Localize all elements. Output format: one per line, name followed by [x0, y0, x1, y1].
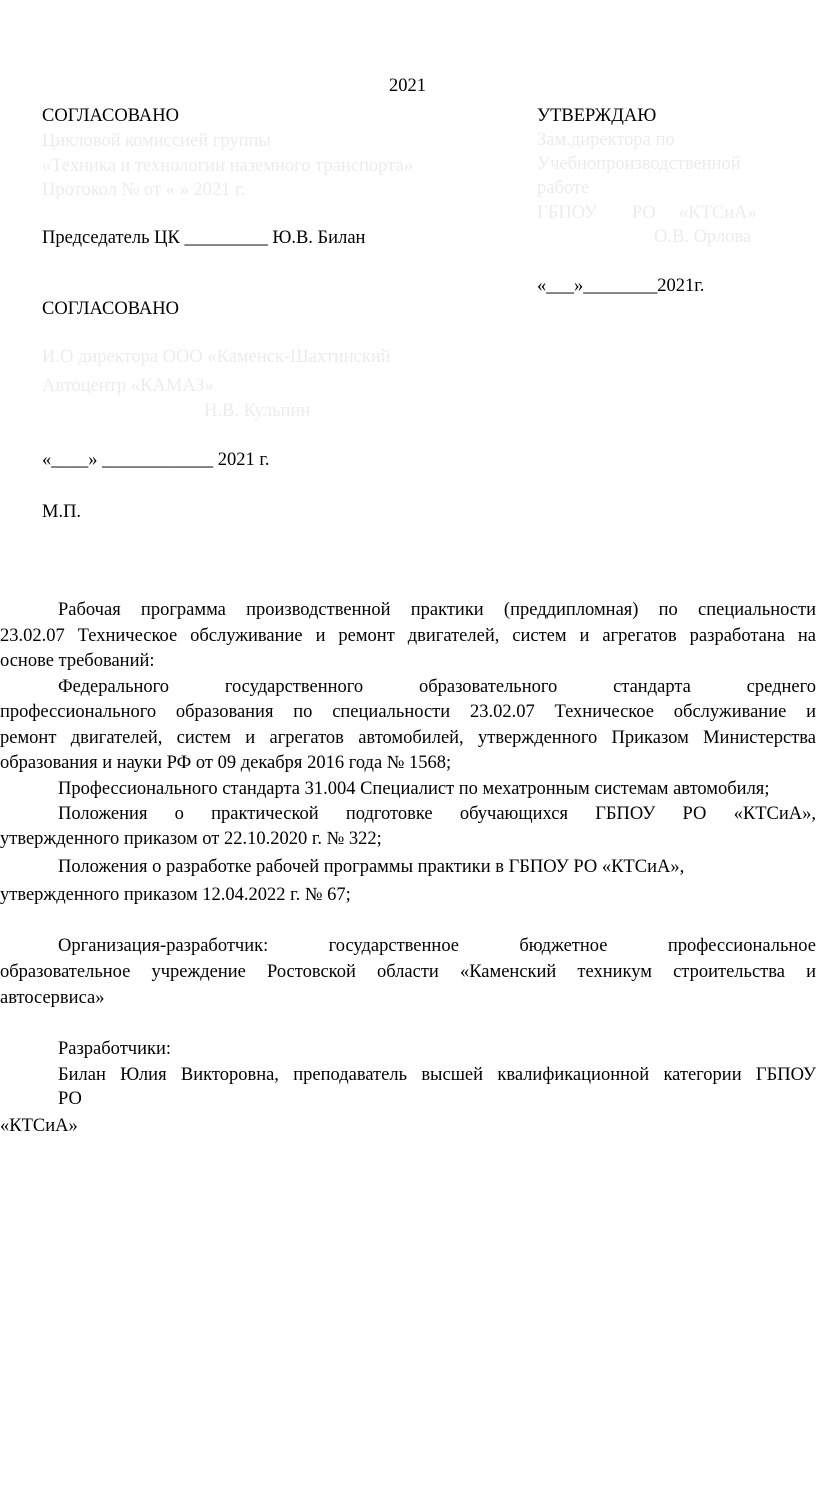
faint-autocenter-line: Автоцентр «КАМАЗ»	[42, 376, 214, 396]
agreed-heading-1: СОГЛАСОВАНО	[42, 106, 179, 126]
paragraph-6-line-3: автосервиса»	[0, 988, 105, 1008]
developers-label: Разработчики:	[58, 1039, 172, 1059]
paragraph-2-line-4: образования и науки РФ от 09 декабря 2016 года № 1568;	[0, 753, 452, 773]
paragraph-5-line-2: утвержденного приказом 12.04.2022 г. № 67;	[0, 885, 351, 905]
faint-org-ktsia: «КТСиА»	[679, 203, 757, 223]
faint-production-line: Учебнопроизводственной	[537, 154, 741, 174]
developer-line-1: Билан Юлия Викторовна, преподаватель высшей квалификационной категории ГБПОУ	[58, 1065, 816, 1085]
left-date-line: «____» ____________ 2021 г.	[42, 450, 270, 470]
right-date-line: «___»________2021г.	[537, 276, 705, 296]
paragraph-2-line-1: Федерального государственного образовательного стандарта среднего	[58, 677, 816, 697]
paragraph-1-line-2: 23.02.07 Техническое обслуживание и ремонт двигателей, систем и агрегатов разработана на	[0, 626, 816, 646]
paragraph-6-line-1: Организация-разработчик: государственное бюджетное профессиональное	[58, 936, 816, 956]
faint-director-name: Н.В. Кульпин	[204, 401, 311, 421]
paragraph-4-line-2: утвержденного приказом от 22.10.2020 г. № 322;	[0, 829, 382, 849]
paragraph-1-line-1: Рабочая программа производственной практики (преддипломная) по специальности	[58, 600, 816, 620]
faint-org-gbpou: ГБПОУ	[537, 203, 598, 223]
paragraph-2-line-3: ремонт двигателей, систем и агрегатов автомобилей, утвержденного Приказом Министерства	[0, 728, 816, 748]
paragraph-1-line-3: основе требований:	[0, 651, 155, 671]
faint-org-ro: РО	[632, 203, 656, 223]
agreed-heading-2: СОГЛАСОВАНО	[42, 299, 179, 319]
paragraph-5-line-1: Положения о разработке рабочей программы практики в ГБПОУ РО «КТСиА»,	[58, 857, 685, 877]
faint-deputy-name: О.В. Орлова	[654, 227, 752, 247]
faint-commission-name: «Техника и технологии наземного транспорта»	[42, 156, 413, 176]
developer-line-3: «КТСиА»	[0, 1116, 78, 1136]
paragraph-2-line-2: профессионального образования по специальности 23.02.07 Техническое обслуживание и	[0, 702, 816, 722]
faint-work-line: работе	[537, 178, 590, 198]
faint-deputy-line: Зам.директора по	[537, 130, 675, 150]
document-year: 2021	[389, 76, 426, 96]
chairman-signature-line: Председатель ЦК _________ Ю.В. Билан	[42, 228, 366, 248]
faint-protocol-line: Протокол № от « » 2021 г.	[42, 180, 246, 200]
faint-commission-line: Цикловой комиссией группы	[42, 131, 271, 151]
paragraph-6-line-2: образовательное учреждение Ростовской области «Каменский техникум строительства и	[0, 962, 816, 982]
paragraph-3-line-1: Профессионального стандарта 31.004 Специалист по мехатронным системам автомобиля;	[58, 779, 770, 799]
approve-heading: УТВЕРЖДАЮ	[537, 106, 657, 126]
paragraph-4-line-1: Положения о практической подготовке обучающихся ГБПОУ РО «КТСиА»,	[58, 804, 816, 824]
faint-director-line: И.О директора ООО «Каменск-Шахтинский	[42, 347, 391, 367]
developer-line-2: РО	[58, 1089, 82, 1109]
stamp-place: М.П.	[42, 502, 82, 522]
